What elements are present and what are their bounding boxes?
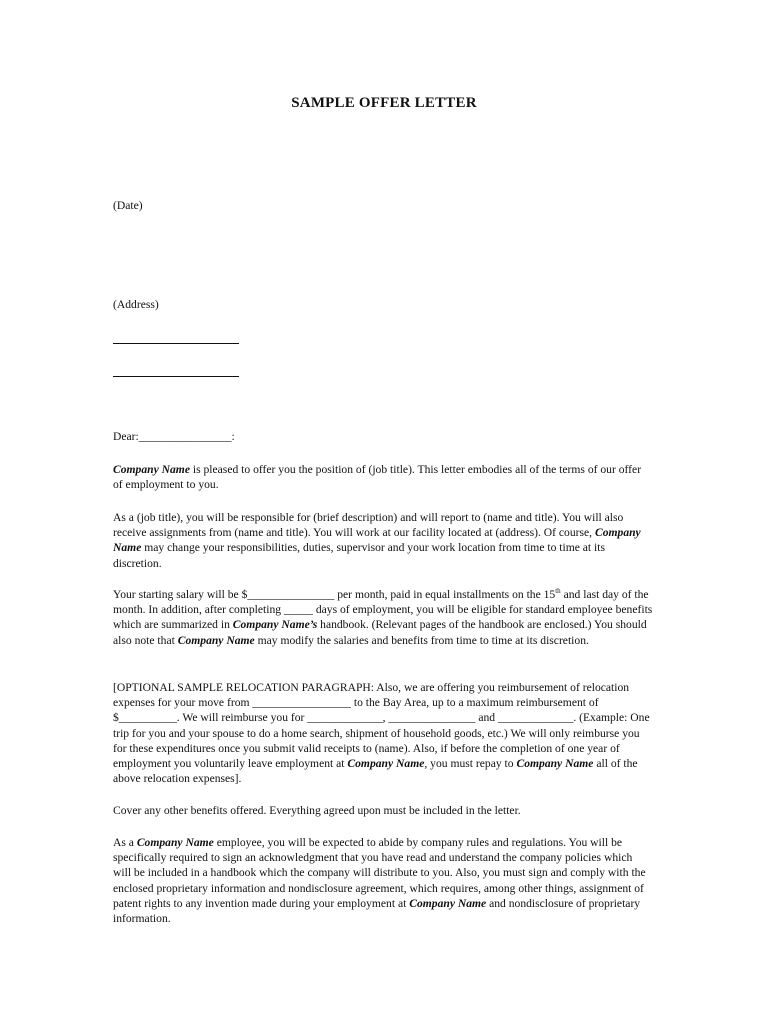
company-name: Company Name	[347, 757, 425, 771]
paragraph-text: and nondisclosure of proprietary information.	[113, 896, 641, 926]
company-name: Company Name	[113, 526, 641, 555]
paragraph-text: may change your responsibilities, duties, supervisor and your work location from time to time at its discretion.	[113, 541, 606, 570]
date-placeholder: (Date)	[113, 199, 143, 212]
paragraph-relocation	[113, 680, 653, 786]
company-name: Company Name	[177, 633, 255, 647]
paragraph-text: [OPTIONAL SAMPLE RELOCATION PARAGRAPH: Also, we are offering you reimbursement of relocation expenses for your move from _________________ to the Bay Area, up to a maximum reimbursement of $__________. We will reimburse you for _____________, _______________ and _____________. (Example: One trip for you and your spouse to do a home search, shipment of household goods, etc.) We will only reimburse you for these expenditures once you submit valid receipts to (name). Also, if before the completion of one year of employment you voluntarily leave employment at	[113, 681, 650, 771]
paragraph-text: all of the above relocation expenses].	[113, 757, 638, 786]
address-blank-line-2	[113, 376, 239, 377]
paragraph-text: employee, you will be expected to abide by company rules and regulations. You will be specifically required to sign an acknowledgment that you have read and understand the company policies which will be included in a handbook which the company will distribute to you. Also, you must sign and comply with the enclosed proprietary information and nondisclosure agreement, which requires, among other things, assignment of patent rights to any invention made during your employment at	[113, 836, 646, 910]
ordinal-suffix: th	[555, 587, 561, 596]
paragraph-salary	[113, 587, 653, 648]
document-title: SAMPLE OFFER LETTER	[291, 95, 477, 111]
company-name: Company Name	[516, 757, 594, 771]
company-name: Company Name	[136, 836, 214, 849]
address-placeholder: (Address)	[113, 298, 159, 311]
paragraph-offer	[113, 462, 653, 492]
paragraph-text: handbook. (Relevant pages of the handbook are enclosed.) You should also note that	[113, 618, 647, 647]
paragraph-text: As a (job title), you will be responsible for (brief description) and will report to (name and title). You will also receive assignments from (name and title). You will work at our facility located at (address). Of course,	[113, 511, 624, 540]
company-name: Company Name	[409, 896, 487, 910]
paragraph-text: Cover any other benefits offered. Everything agreed upon must be included in the letter.	[113, 804, 521, 817]
paragraph-responsibilities	[113, 510, 653, 571]
paragraph-text: Your starting salary will be $_______________ per month, paid in equal installments on the 15	[113, 588, 556, 601]
company-name: Company Name	[113, 463, 190, 476]
paragraph-text: As a	[113, 836, 137, 849]
paragraph-text: , you must repay to	[424, 757, 517, 771]
paragraph-text: and last day of the month. In addition, after completing _____ days of employment, you will be eligible for standard employee benefits which are summarized in	[113, 588, 653, 632]
paragraph-text: may modify the salaries and benefits from time to time at its discretion.	[254, 633, 589, 647]
salutation: Dear:________________:	[113, 430, 235, 443]
company-name-possessive: Company Name’s	[232, 618, 318, 632]
address-blank-line-1	[113, 343, 239, 344]
paragraph-rules	[113, 835, 653, 926]
paragraph-other-benefits	[113, 803, 653, 818]
paragraph-text: is pleased to offer you the position of (job title). This letter embodies all of the terms of our offer of employment to you.	[113, 463, 642, 492]
